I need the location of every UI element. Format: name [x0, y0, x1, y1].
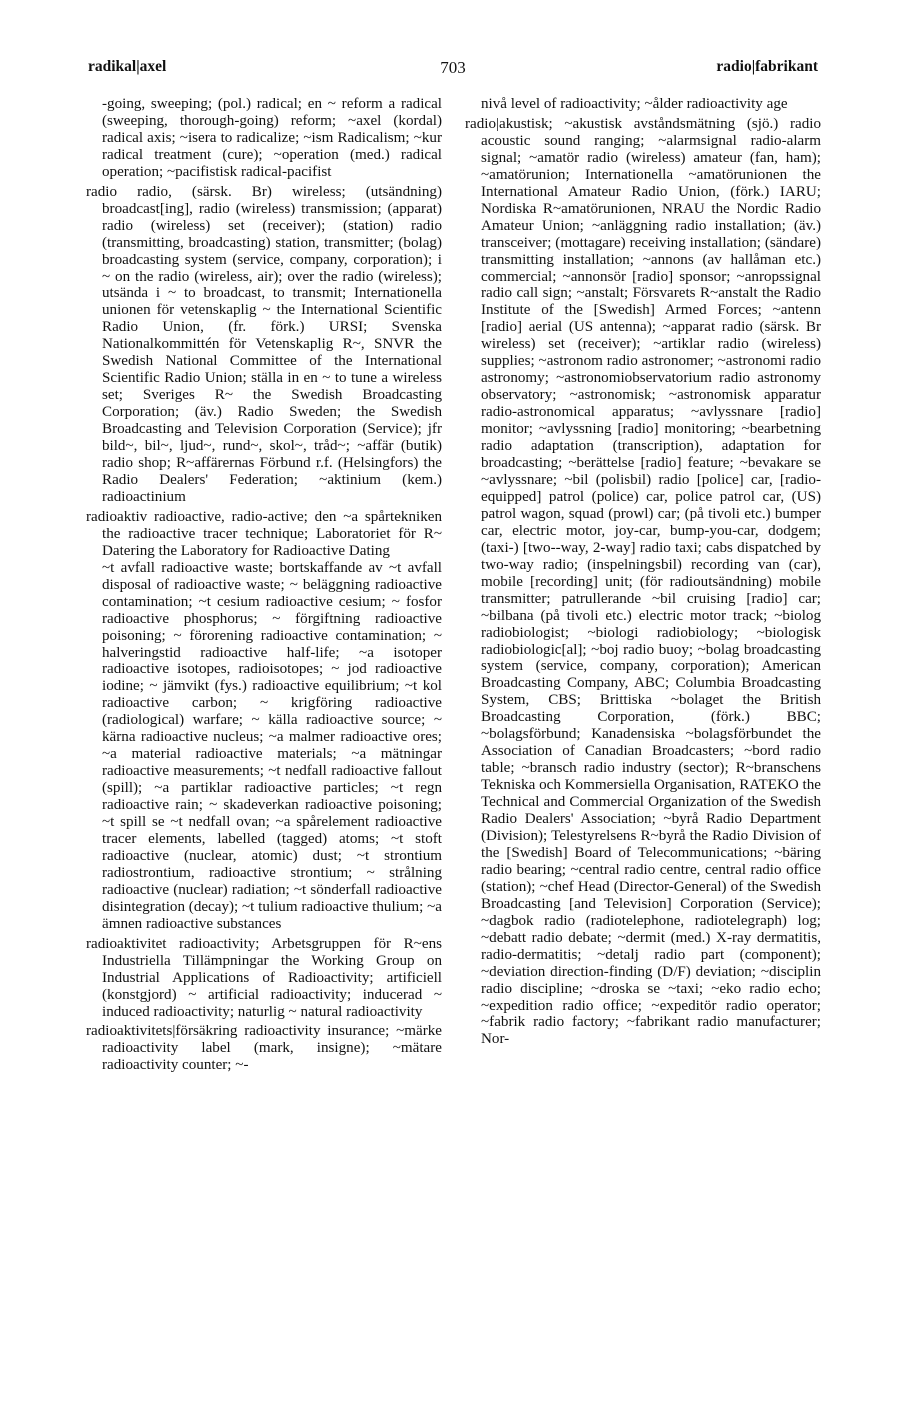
- page-header: [88, 58, 818, 82]
- dictionary-entry: radio radio, (särsk. Br) wireless; (utsändning) broadcast[ing], radio (wireless) transmission; (apparat) radio (wireless) set (receiver); (station) radio (transmitting, broadcasting) station, transmitter; (bolag) broadcasting system (service, company, corporation); i ~ on the radio (wireless, air); over the radio (wireless); utsända i ~ to broadcast, to transmit; Internationella unionen för vetenskaplig ~ the International Scientific Radio Union, (fr. förk.) URSI; Svenska Nationalkommittén för Vetenskaplig R~, SNVR the Swedish National Committee of the International Scientific Radio Union; ställa in en ~ to tune a wireless set; Sveriges R~ the Swedish Broadcasting Corporation; (äv.) Radio Sweden; the Swedish Broadcasting and Television Corporation (Service); jfr bild~, bil~, ljud~, rund~, skol~, tråd~; ~affär (butik) radio shop; R~affärernas Förbund r.f. (Helsingfors) the Radio Dealers' Federation; ~aktinium (kem.) radioactinium: [86, 183, 442, 505]
- dictionary-entry: radioaktiv radioactive, radio-active; den ~a spårtekniken the radioactive tracer technique; Laboratoriet för R~ Datering the Laboratory for Radioactive Dating: [86, 508, 442, 559]
- header-left-guideword: radikal|axel: [88, 58, 167, 75]
- dictionary-entry: -going, sweeping; (pol.) radical; en ~ reform a radical (sweeping, thorough-going) reform; ~axel (kordal) radical axis; ~isera to radicalize; ~ism Radicalism; ~kur radical treatment (cure); ~operation (med.) radical operation; ~pacifistisk radical-pacifist: [102, 96, 442, 180]
- dictionary-entry: radio|akustisk; ~akustisk avståndsmätning (sjö.) radio acoustic sound ranging; ~alarmsignal radio-alarm signal; ~amatör radio (wireless) amateur (fan, ham); ~amatörunion; Internationella ~amatörunionen the International Amateur Radio Union, (förk.) IARU; Nordiska R~amatörunionen, NRAU the Nordic Radio Amateur Union; ~anläggning radio installation; (äv.) transceiver; (mottagare) receiving installation; (sändare) transmitting installation; ~annons (av hallåman etc.) commercial; ~annonsör [radio] sponsor; ~anropssignal radio call sign; ~anstalt; Försvarets R~anstalt the Radio Institute of the [Swedish] Armed Forces; ~antenn [radio] aerial (US antenna); ~apparat radio (särsk. Br wireless) set (receiver); ~artiklar radio (wireless) supplies; ~astronom radio astronomer; ~astronomi radio astronomy; ~astronomiobservatorium radio astronomy observatory; ~astronomisk; ~astronomisk apparatur radio-astronomical apparatus; ~avlyssnare [radio] monitor; ~avlyssning [radio] monitoring; ~bearbetning radio adaptation (transcription), adaptation for broadcasting; ~berättelse [radio] feature; ~bevakare se ~avlyssnare; ~bil (polisbil) radio [police] car, [radio-equipped] patrol (police) car, police patrol car, (US) patrol wagon, squad (prowl) car; (på tivoli etc.) bumper car, electric motor, joy-car, bump-you-car, dodgem; (taxi-) [two--way, 2-way] radio taxi; cabs dispatched by two-way radio; (inspelningsbil) recording van (car), mobile [recording] unit; (för radioutsändning) mobile transmitter; patrullerande ~bil cruising [radio] car; ~bilbana (på tivoli etc.) electric motor track; ~biolog radiobiologist; ~biologi radiobiology; ~biologisk radiobiologic[al]; ~boj radio buoy; ~bolag broadcasting system (service, company, corporation); American Broadcasting Company, ABC; Columbia Broadcasting System, CBS; Brittiska ~bolaget the British Broadcasting Corporation, (förk.) BBC; ~bolagsförbund; Kanadensiska ~bolagsförbundet the Association of Canadian Broadcasters; ~bord radio table; ~bransch radio industry (sector); R~branschens Tekniska och Kommersiella Organisation, RATEKO the Technical and Commercial Organization of the Swedish Radio Dealers' Association; ~byrå Radio Department (Division); Telestyrelsens R~byrå the Radio Division of the [Swedish] Board of Telecommunications; ~bäring radio bearing; ~central radio centre, central radio office (station); ~chef Head (Director-General) of the Swedish Broadcasting [and Television] Corporation (Service); ~dagbok radio (radiotelephone, radiotelegraph) log; ~debatt radio debate; ~dermit (med.) X-ray dermatitis, radio-dermatitis; ~detalj radio part (component); ~deviation direction-finding (D/F) deviation; ~disciplin radio discipline; ~droska se ~taxi; ~eko radio echo; ~expedition radio office; ~expeditör radio operator; ~fabrik radio factory; ~fabrikant radio manufacturer; Nor-: [465, 115, 821, 1048]
- dictionary-entry: nivå level of radioactivity; ~ålder radioactivity age: [481, 96, 788, 112]
- left-column: [86, 96, 442, 1074]
- dictionary-entry: radioaktivitet radioactivity; Arbetsgruppen för R~ens Industriella Tillämpningar the Working Group on Industrial Applications of Radioactivity; artificiell (konstgjord) ~ artificial radioactivity; inducerad ~ induced radioactivity; naturlig ~ natural radioactivity: [86, 935, 442, 1020]
- header-right-guideword: radio|fabrikant: [716, 58, 818, 75]
- dictionary-entry: radioaktivitets|försäkring radioactivity insurance; ~märke radioactivity label (mark, insigne); ~mätare radioactivity counter; ~-: [86, 1023, 442, 1074]
- page-number: 703: [440, 58, 466, 77]
- right-column: [465, 96, 821, 1048]
- dictionary-entry: ~t avfall radioactive waste; bortskaffande av ~t avfall disposal of radioactive waste; ~ beläggning radioactive contamination; ~t cesium radioactive cesium; ~ fosfor radioactive phosphorus; ~ förgiftning radioactive poisoning; ~ förorening radioactive contamination; ~ halveringstid radioactive half-life; ~a isotoper radioactive isotopes, radioisotopes; ~ jod radioactive iodine; ~ jämvikt (fys.) radioactive equilibrium; ~t kol radioactive carbon; ~ krigföring radioactive (radiological) warfare; ~ källa radioactive source; ~ kärna radioactive nucleus; ~a malmer radioactive ores; ~a material radioactive materials; ~a mätningar radioactive measurements; ~t nedfall radioactive fallout (spill); ~a partiklar radioactive particles; ~t regn radioactive rain; ~ skadeverkan radioactive poisoning; ~t spill se ~t nedfall ovan; ~a spårelement radioactive tracer elements, labelled (tagged) atoms; ~t stoft radioactive (nuclear, atomic) dust; ~t strontium radiostrontium, radioactive strontium; ~ strålning radioactive (nuclear) radiation; ~t sönderfall radioactive disintegration (decay); ~t tulium radioactive thulium; ~a ämnen radioactive substances: [102, 559, 442, 932]
